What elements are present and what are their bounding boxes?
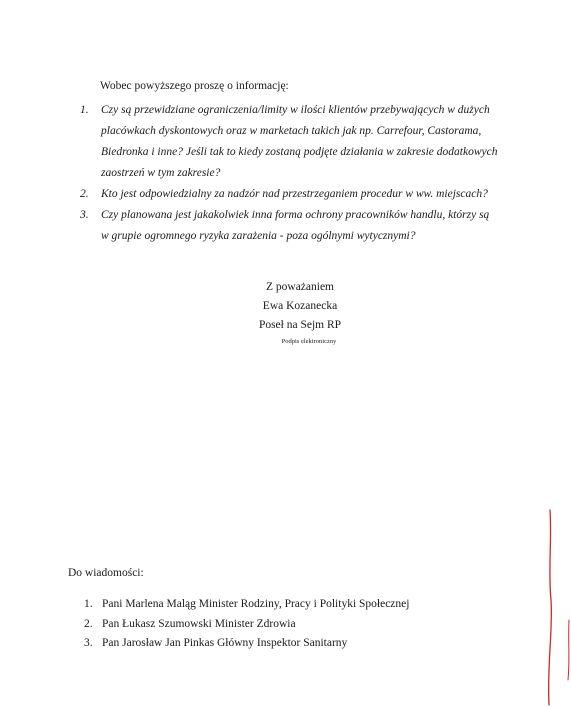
question-line: Czy są przewidziane ograniczenia/limity w ilości klientów przebywających w dużych	[101, 104, 490, 116]
recipient-item	[84, 634, 409, 654]
intro-text: Wobec powyższego proszę o informację:	[100, 80, 289, 92]
question-number: 3.	[80, 209, 89, 221]
recipient-number: 3.	[84, 637, 93, 649]
questions-list	[80, 100, 520, 247]
question-item	[80, 184, 520, 205]
signatory-name: Ewa Kozanecka	[262, 300, 338, 312]
recipient-item	[84, 615, 409, 635]
question-line: zaostrzeń w tym zakresie?	[101, 167, 221, 179]
recipient-number: 1.	[84, 598, 93, 610]
question-line: placówkach dyskontowych oraz w marketach takich jak np. Carrefour, Castorama,	[101, 125, 482, 137]
closing-text: Z poważaniem	[265, 281, 334, 293]
signatory-title: Poseł na Sejm RP	[258, 319, 342, 331]
pen-stroke-main	[549, 510, 552, 705]
question-item	[80, 205, 520, 247]
recipient-item	[84, 595, 409, 615]
signature-block	[220, 278, 380, 347]
question-number: 2.	[80, 188, 89, 200]
question-line: Kto jest odpowiedzialny za nadzór nad przestrzeganiem procedur w ww. miejscach?	[101, 188, 488, 200]
recipient-text: Pani Marlena Maląg Minister Rodziny, Pracy i Polityki Społecznej	[102, 598, 410, 610]
question-item	[80, 100, 520, 184]
recipient-number: 2.	[84, 617, 93, 630]
recipient-text: Pan Jarosław Jan Pinkas Główny Inspektor Sanitarny	[102, 637, 348, 649]
electronic-signature-note: Podpis elektroniczny	[281, 338, 337, 345]
question-line: Czy planowana jest jakakolwiek inna forma ochrony pracowników handlu, którzy są	[101, 209, 490, 221]
question-line: Biedronka i inne? Jeśli tak to kiedy zostaną podjęte działania w zakresie dodatkowych	[101, 146, 498, 158]
red-pen-mark	[530, 500, 571, 708]
recipients-list	[84, 595, 409, 654]
question-line: w grupie ogromnego ryzyka zarażenia - poza ogólnymi wytycznymi?	[101, 230, 416, 242]
pen-stroke-right	[568, 620, 569, 680]
cc-label: Do wiadomości:	[68, 567, 144, 579]
recipient-text: Pan Łukasz Szumowski Minister Zdrowia	[102, 617, 296, 630]
question-number: 1.	[80, 104, 89, 116]
